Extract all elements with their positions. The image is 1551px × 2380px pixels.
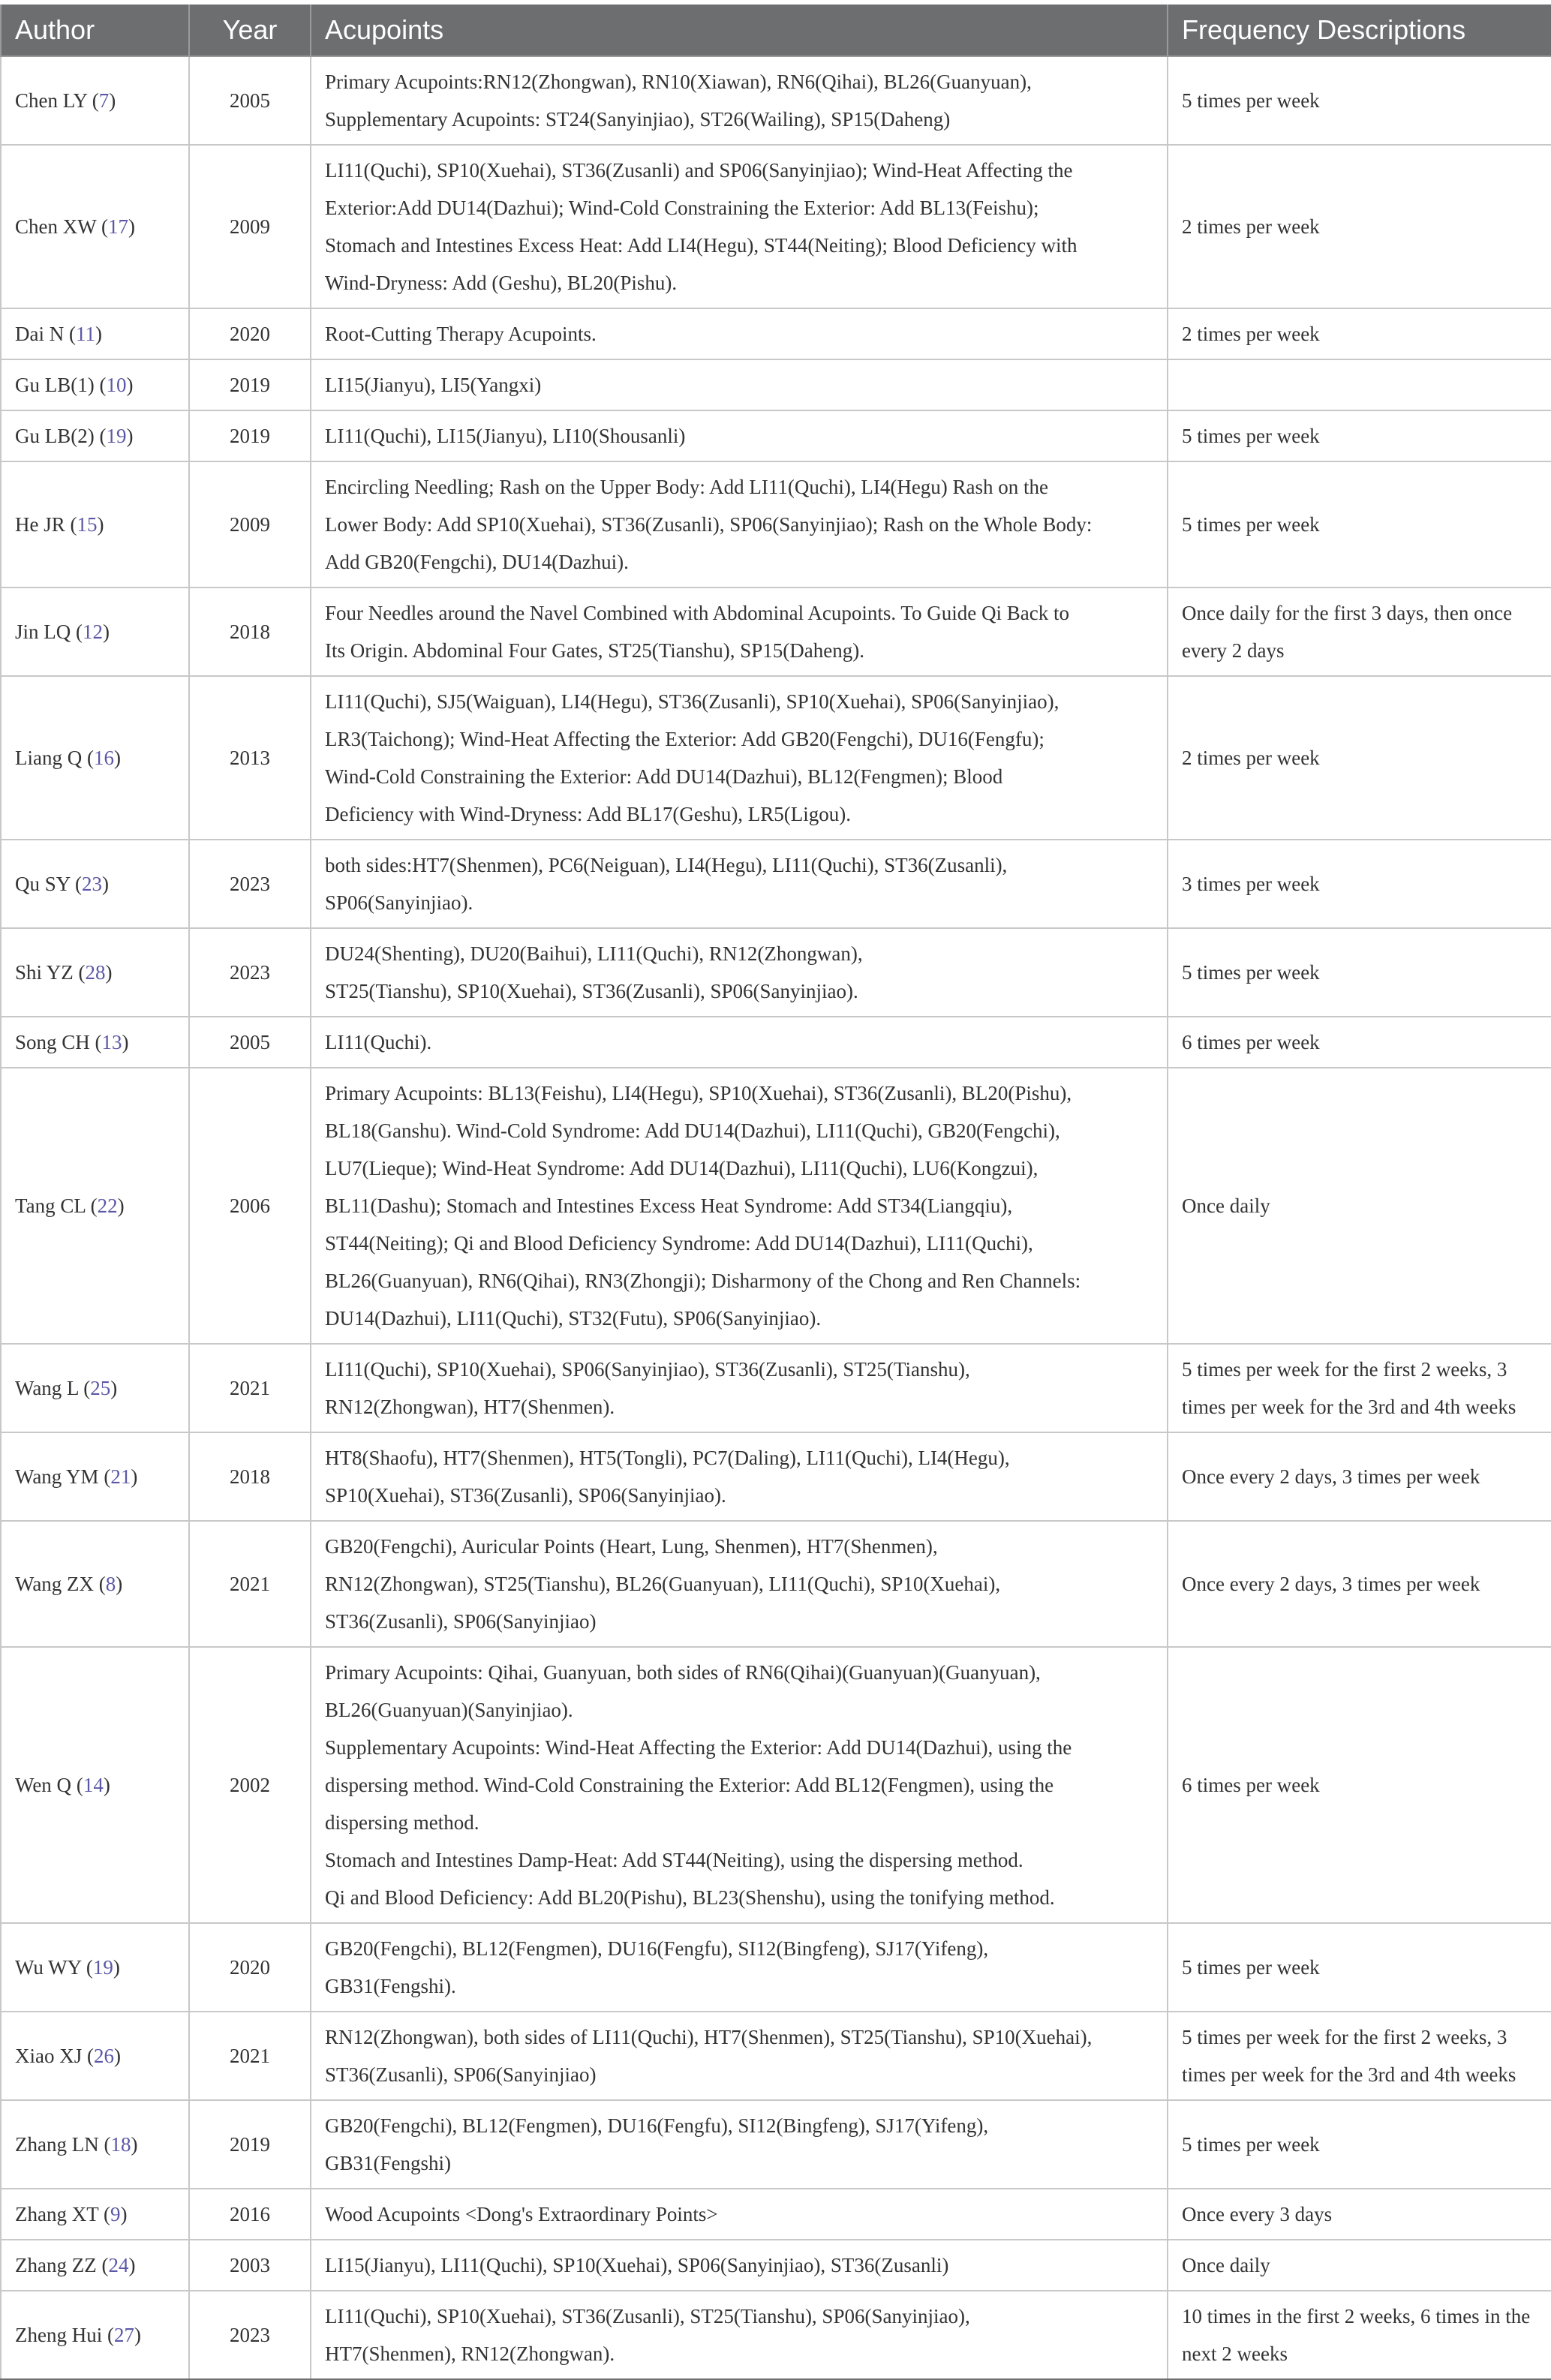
- author-name: Jin LQ: [15, 621, 71, 643]
- author-name: Qu SY: [15, 873, 71, 895]
- table-row: [1, 676, 1551, 840]
- reference-link[interactable]: 10: [106, 374, 127, 396]
- acupoints-cell: [311, 676, 1168, 840]
- year-cell: 2019: [189, 359, 311, 410]
- table-row: [1, 359, 1551, 410]
- header-year: Year: [189, 5, 311, 56]
- frequency-cell: 5 times per week for the first 2 weeks, 3 times per week for the 3rd and 4th weeks: [1168, 2012, 1551, 2100]
- acupoints-line: DU14(Dazhui), LI11(Quchi), ST32(Futu), SP06(Sanyinjiao).: [325, 1307, 822, 1330]
- year-cell: 2021: [189, 1344, 311, 1432]
- author-cell: Gu LB(1) (10): [1, 359, 189, 410]
- reference-link[interactable]: 23: [82, 873, 103, 895]
- table-row: [1, 145, 1551, 308]
- author-name: Chen LY: [15, 89, 88, 112]
- table-row: [1, 1647, 1551, 1923]
- author-name: Gu LB(2): [15, 425, 95, 447]
- reference-link[interactable]: 25: [90, 1377, 111, 1399]
- header-frequency: Frequency Descriptions: [1168, 5, 1551, 56]
- author-cell: Liang Q (16): [1, 676, 189, 840]
- acupoints-line: Its Origin. Abdominal Four Gates, ST25(Tianshu), SP15(Daheng).: [325, 639, 864, 662]
- acupoints-line: HT7(Shenmen), RN12(Zhongwan).: [325, 2342, 615, 2365]
- frequency-cell: 2 times per week: [1168, 145, 1551, 308]
- author-name: He JR: [15, 513, 65, 536]
- year-cell: 2023: [189, 840, 311, 928]
- author-name: Shi YZ: [15, 961, 74, 984]
- acupoints-line: Stomach and Intestines Damp-Heat: Add ST44(Neiting), using the dispersing method.: [325, 1849, 1023, 1871]
- table-row: [1, 1068, 1551, 1344]
- reference-link[interactable]: 12: [83, 621, 103, 643]
- author-cell: He JR (15): [1, 461, 189, 587]
- author-name: Wen Q: [15, 1774, 72, 1796]
- frequency-cell: Once every 2 days, 3 times per week: [1168, 1521, 1551, 1647]
- acupoints-line: Lower Body: Add SP10(Xuehai), ST36(Zusanli), SP06(Sanyinjiao); Rash on the Whole Body:: [325, 513, 1093, 536]
- author-cell: Zhang LN (18): [1, 2100, 189, 2189]
- year-cell: 2013: [189, 676, 311, 840]
- acupoints-line: GB20(Fengchi), Auricular Points (Heart, Lung, Shenmen), HT7(Shenmen),: [325, 1535, 938, 1558]
- author-name: Zheng Hui: [15, 2324, 103, 2346]
- author-name: Dai N: [15, 323, 65, 345]
- frequency-cell: 5 times per week: [1168, 1923, 1551, 2012]
- author-cell: Qu SY (23): [1, 840, 189, 928]
- acupoints-line: BL26(Guanyuan)(Sanyinjiao).: [325, 1699, 573, 1721]
- acupoints-cell: [311, 2189, 1168, 2240]
- acupoints-line: LI11(Quchi), SP10(Xuehai), ST36(Zusanli), ST25(Tianshu), SP06(Sanyinjiao),: [325, 2305, 970, 2327]
- header-row: [1, 5, 1551, 56]
- acupoints-line: GB20(Fengchi), BL12(Fengmen), DU16(Fengfu), SI12(Bingfeng), SJ17(Yifeng),: [325, 1937, 989, 1960]
- author-name: Wang L: [15, 1377, 79, 1399]
- table-row: [1, 1432, 1551, 1521]
- frequency-cell: 2 times per week: [1168, 676, 1551, 840]
- acupoints-cell: [311, 308, 1168, 359]
- acupoints-cell: [311, 2100, 1168, 2189]
- acupoints-cell: [311, 410, 1168, 461]
- table-row: [1, 1017, 1551, 1068]
- author-name: Zhang ZZ: [15, 2254, 97, 2276]
- acupoints-cell: [311, 1647, 1168, 1923]
- table-row: [1, 308, 1551, 359]
- frequency-cell: 6 times per week: [1168, 1647, 1551, 1923]
- acupoints-cell: [311, 145, 1168, 308]
- table-row: [1, 56, 1551, 145]
- acupoints-cell: [311, 1344, 1168, 1432]
- acupoints-line: RN12(Zhongwan), HT7(Shenmen).: [325, 1396, 615, 1418]
- acupoints-line: Primary Acupoints: BL13(Feishu), LI4(Hegu), SP10(Xuehai), ST36(Zusanli), BL20(Pishu),: [325, 1082, 1072, 1104]
- author-cell: Dai N (11): [1, 308, 189, 359]
- acupoints-cell: [311, 2240, 1168, 2291]
- year-cell: 2019: [189, 410, 311, 461]
- reference-link[interactable]: 9: [110, 2203, 121, 2225]
- reference-link[interactable]: 7: [98, 89, 110, 112]
- acupoints-cell: [311, 928, 1168, 1017]
- author-cell: Zhang XT (9): [1, 2189, 189, 2240]
- acupoints-line: Wood Acupoints <Dong's Extraordinary Points>: [325, 2203, 718, 2225]
- frequency-cell: Once daily: [1168, 2240, 1551, 2291]
- frequency-cell: Once every 3 days: [1168, 2189, 1551, 2240]
- reference-link[interactable]: 19: [106, 425, 127, 447]
- reference-link[interactable]: 11: [75, 323, 95, 345]
- frequency-cell: Once daily for the first 3 days, then once every 2 days: [1168, 587, 1551, 676]
- reference-link[interactable]: 17: [108, 215, 128, 238]
- acupoints-line: LI11(Quchi), SP10(Xuehai), SP06(Sanyinjiao), ST36(Zusanli), ST25(Tianshu),: [325, 1358, 970, 1381]
- reference-link[interactable]: 16: [93, 747, 114, 769]
- year-cell: 2018: [189, 1432, 311, 1521]
- acupoints-line: SP10(Xuehai), ST36(Zusanli), SP06(Sanyinjiao).: [325, 1484, 726, 1507]
- acupoints-line: Add GB20(Fengchi), DU14(Dazhui).: [325, 551, 629, 573]
- acupoints-line: LU7(Lieque); Wind-Heat Syndrome: Add DU14(Dazhui), LI11(Quchi), LU6(Kongzui),: [325, 1157, 1039, 1179]
- acupoints-line: Four Needles around the Navel Combined with Abdominal Acupoints. To Guide Qi Back to: [325, 602, 1069, 624]
- header-author: Author: [1, 5, 189, 56]
- acupoints-line: Primary Acupoints: Qihai, Guanyuan, both sides of RN6(Qihai)(Guanyuan)(Guanyuan),: [325, 1661, 1041, 1684]
- author-cell: Jin LQ (12): [1, 587, 189, 676]
- frequency-cell: 5 times per week for the first 2 weeks, 3 times per week for the 3rd and 4th weeks: [1168, 1344, 1551, 1432]
- author-cell: Chen LY (7): [1, 56, 189, 145]
- reference-link[interactable]: 14: [83, 1774, 104, 1796]
- frequency-cell: 5 times per week: [1168, 928, 1551, 1017]
- table-row: [1, 1521, 1551, 1647]
- author-name: Gu LB(1): [15, 374, 95, 396]
- acupoints-line: Encircling Needling; Rash on the Upper Body: Add LI11(Quchi), LI4(Hegu) Rash on the: [325, 476, 1049, 498]
- table-row: [1, 2100, 1551, 2189]
- acupoints-line: Root-Cutting Therapy Acupoints.: [325, 323, 597, 345]
- author-name: Wang ZX: [15, 1573, 95, 1595]
- author-cell: Tang CL (22): [1, 1068, 189, 1344]
- acupoints-line: ST36(Zusanli), SP06(Sanyinjiao): [325, 2063, 597, 2086]
- author-name: Wang YM: [15, 1465, 99, 1488]
- table-row: [1, 2240, 1551, 2291]
- frequency-cell: 5 times per week: [1168, 461, 1551, 587]
- reference-link[interactable]: 19: [92, 1956, 113, 1979]
- year-cell: 2020: [189, 1923, 311, 2012]
- author-cell: Chen XW (17): [1, 145, 189, 308]
- acupoints-line: dispersing method. Wind-Cold Constraining the Exterior: Add BL12(Fengmen), using the: [325, 1774, 1054, 1796]
- acupoints-line: RN12(Zhongwan), ST25(Tianshu), BL26(Guanyuan), LI11(Quchi), SP10(Xuehai),: [325, 1573, 1001, 1595]
- frequency-cell: 10 times in the first 2 weeks, 6 times in the next 2 weeks: [1168, 2291, 1551, 2379]
- acupoints-line: ST44(Neiting); Qi and Blood Deficiency Syndrome: Add DU14(Dazhui), LI11(Quchi),: [325, 1232, 1033, 1255]
- table-row: [1, 1923, 1551, 2012]
- acupoints-cell: [311, 56, 1168, 145]
- acupoints-line: ST36(Zusanli), SP06(Sanyinjiao): [325, 1610, 597, 1633]
- table-row: [1, 2012, 1551, 2100]
- frequency-cell: Once daily: [1168, 1068, 1551, 1344]
- author-name: Liang Q: [15, 747, 83, 769]
- table-body: [1, 56, 1551, 2379]
- acupoints-line: Qi and Blood Deficiency: Add BL20(Pishu), BL23(Shenshu), using the tonifying method.: [325, 1886, 1055, 1909]
- year-cell: 2019: [189, 2100, 311, 2189]
- frequency-cell: 3 times per week: [1168, 840, 1551, 928]
- acupoints-line: Deficiency with Wind-Dryness: Add BL17(Geshu), LR5(Ligou).: [325, 803, 852, 825]
- year-cell: 2020: [189, 308, 311, 359]
- author-cell: Zhang ZZ (24): [1, 2240, 189, 2291]
- reference-link[interactable]: 22: [97, 1195, 118, 1217]
- year-cell: 2002: [189, 1647, 311, 1923]
- acupoints-line: ST25(Tianshu), SP10(Xuehai), ST36(Zusanli), SP06(Sanyinjiao).: [325, 980, 858, 1002]
- acupoints-line: Wind-Cold Constraining the Exterior: Add DU14(Dazhui), BL12(Fengmen); Blood: [325, 765, 1003, 788]
- frequency-cell: 5 times per week: [1168, 56, 1551, 145]
- acupoints-line: SP06(Sanyinjiao).: [325, 891, 473, 914]
- author-name: Zhang LN: [15, 2133, 99, 2156]
- year-cell: 2016: [189, 2189, 311, 2240]
- frequency-cell: Once every 2 days, 3 times per week: [1168, 1432, 1551, 1521]
- author-cell: Wang ZX (8): [1, 1521, 189, 1647]
- table-row: [1, 2189, 1551, 2240]
- author-cell: Song CH (13): [1, 1017, 189, 1068]
- author-cell: Wang YM (21): [1, 1432, 189, 1521]
- acupoints-cell: [311, 359, 1168, 410]
- year-cell: 2009: [189, 145, 311, 308]
- acupoints-cell: [311, 1521, 1168, 1647]
- reference-link[interactable]: 13: [101, 1031, 122, 1053]
- acupoints-cell: [311, 1017, 1168, 1068]
- year-cell: 2018: [189, 587, 311, 676]
- acupoints-line: DU24(Shenting), DU20(Baihui), LI11(Quchi), RN12(Zhongwan),: [325, 942, 863, 965]
- year-cell: 2005: [189, 56, 311, 145]
- acupoints-line: Wind-Dryness: Add (Geshu), BL20(Pishu).: [325, 272, 678, 294]
- author-name: Song CH: [15, 1031, 90, 1053]
- acupoints-cell: [311, 1923, 1168, 2012]
- acupoints-cell: [311, 461, 1168, 587]
- author-cell: Zheng Hui (27): [1, 2291, 189, 2379]
- year-cell: 2009: [189, 461, 311, 587]
- year-cell: 2005: [189, 1017, 311, 1068]
- reference-link[interactable]: 27: [113, 2324, 134, 2346]
- frequency-cell: 5 times per week: [1168, 2100, 1551, 2189]
- acupoints-line: Stomach and Intestines Excess Heat: Add LI4(Hegu), ST44(Neiting); Blood Deficiency with: [325, 234, 1078, 257]
- author-name: Zhang XT: [15, 2203, 99, 2225]
- year-cell: 2023: [189, 928, 311, 1017]
- acupoints-cell: [311, 2291, 1168, 2379]
- reference-link[interactable]: 21: [110, 1465, 131, 1488]
- author-cell: Shi YZ (28): [1, 928, 189, 1017]
- year-cell: 2006: [189, 1068, 311, 1344]
- table-row: [1, 461, 1551, 587]
- reference-link[interactable]: 18: [110, 2133, 131, 2156]
- acupoints-cell: [311, 1068, 1168, 1344]
- acupoints-cell: [311, 1432, 1168, 1521]
- year-cell: 2021: [189, 1521, 311, 1647]
- acupoints-cell: [311, 840, 1168, 928]
- table-row: [1, 2291, 1551, 2379]
- acupoints-line: LI11(Quchi), SJ5(Waiguan), LI4(Hegu), ST36(Zusanli), SP10(Xuehai), SP06(Sanyinjiao),: [325, 690, 1060, 713]
- acupoints-line: BL26(Guanyuan), RN6(Qihai), RN3(Zhongji); Disharmony of the Chong and Ren Channels:: [325, 1270, 1081, 1292]
- table-row: [1, 840, 1551, 928]
- year-cell: 2003: [189, 2240, 311, 2291]
- acupoints-line: Primary Acupoints:RN12(Zhongwan), RN10(Xiawan), RN6(Qihai), BL26(Guanyuan),: [325, 71, 1032, 93]
- frequency-cell: 6 times per week: [1168, 1017, 1551, 1068]
- reference-link[interactable]: 8: [105, 1573, 116, 1595]
- author-cell: Gu LB(2) (19): [1, 410, 189, 461]
- acupoints-line: BL11(Dashu); Stomach and Intestines Excess Heat Syndrome: Add ST34(Liangqiu),: [325, 1195, 1013, 1217]
- reference-link[interactable]: 28: [85, 961, 106, 984]
- table-row: [1, 1344, 1551, 1432]
- header-acupoints: Acupoints: [311, 5, 1168, 56]
- acupoints-line: LI11(Quchi), SP10(Xuehai), ST36(Zusanli) and SP06(Sanyinjiao); Wind-Heat Affecting the: [325, 159, 1073, 182]
- author-cell: Wen Q (14): [1, 1647, 189, 1923]
- acupoints-line: LI15(Jianyu), LI11(Quchi), SP10(Xuehai), SP06(Sanyinjiao), ST36(Zusanli): [325, 2254, 949, 2276]
- acupoints-line: dispersing method.: [325, 1811, 479, 1834]
- acupoints-line: RN12(Zhongwan), both sides of LI11(Quchi), HT7(Shenmen), ST25(Tianshu), SP10(Xuehai),: [325, 2026, 1093, 2048]
- author-cell: Wu WY (19): [1, 1923, 189, 2012]
- acupoints-cell: [311, 2012, 1168, 2100]
- acupoints-line: GB31(Fengshi).: [325, 1975, 456, 1997]
- author-cell: Xiao XJ (26): [1, 2012, 189, 2100]
- author-cell: Wang L (25): [1, 1344, 189, 1432]
- author-name: Tang CL: [15, 1195, 86, 1217]
- frequency-cell: 5 times per week: [1168, 410, 1551, 461]
- frequency-cell: [1168, 359, 1551, 410]
- author-name: Wu WY: [15, 1956, 82, 1979]
- acupoints-line: LR3(Taichong); Wind-Heat Affecting the Exterior: Add GB20(Fengchi), DU16(Fengfu);: [325, 728, 1045, 750]
- acupoints-line: LI11(Quchi), LI15(Jianyu), LI10(Shousanli): [325, 425, 686, 447]
- author-name: Chen XW: [15, 215, 97, 238]
- acupoints-line: Supplementary Acupoints: ST24(Sanyinjiao), ST26(Wailing), SP15(Daheng): [325, 108, 951, 131]
- author-name: Xiao XJ: [15, 2045, 83, 2067]
- table-row: [1, 587, 1551, 676]
- acupoints-line: Supplementary Acupoints: Wind-Heat Affecting the Exterior: Add DU14(Dazhui), using the: [325, 1736, 1072, 1759]
- table-row: [1, 410, 1551, 461]
- acupoints-line: both sides:HT7(Shenmen), PC6(Neiguan), LI4(Hegu), LI11(Quchi), ST36(Zusanli),: [325, 854, 1008, 876]
- reference-link[interactable]: 26: [94, 2045, 114, 2067]
- acupoints-line: Exterior:Add DU14(Dazhui); Wind-Cold Constraining the Exterior: Add BL13(Feishu);: [325, 197, 1039, 219]
- reference-link[interactable]: 15: [77, 513, 98, 536]
- table-row: [1, 928, 1551, 1017]
- acupoints-line: HT8(Shaofu), HT7(Shenmen), HT5(Tongli), PC7(Daling), LI11(Quchi), LI4(Hegu),: [325, 1447, 1010, 1469]
- acupoints-cell: [311, 587, 1168, 676]
- year-cell: 2023: [189, 2291, 311, 2379]
- acupoints-line: GB20(Fengchi), BL12(Fengmen), DU16(Fengfu), SI12(Bingfeng), SJ17(Yifeng),: [325, 2114, 989, 2137]
- acupoints-line: LI11(Quchi).: [325, 1031, 432, 1053]
- reference-link[interactable]: 24: [108, 2254, 129, 2276]
- acupoints-line: GB31(Fengshi): [325, 2152, 451, 2174]
- acupoints-line: BL18(Ganshu). Wind-Cold Syndrome: Add DU14(Dazhui), LI11(Quchi), GB20(Fengchi),: [325, 1119, 1060, 1142]
- acupoints-table: [0, 5, 1551, 2380]
- acupoints-line: LI15(Jianyu), LI5(Yangxi): [325, 374, 542, 396]
- frequency-cell: 2 times per week: [1168, 308, 1551, 359]
- year-cell: 2021: [189, 2012, 311, 2100]
